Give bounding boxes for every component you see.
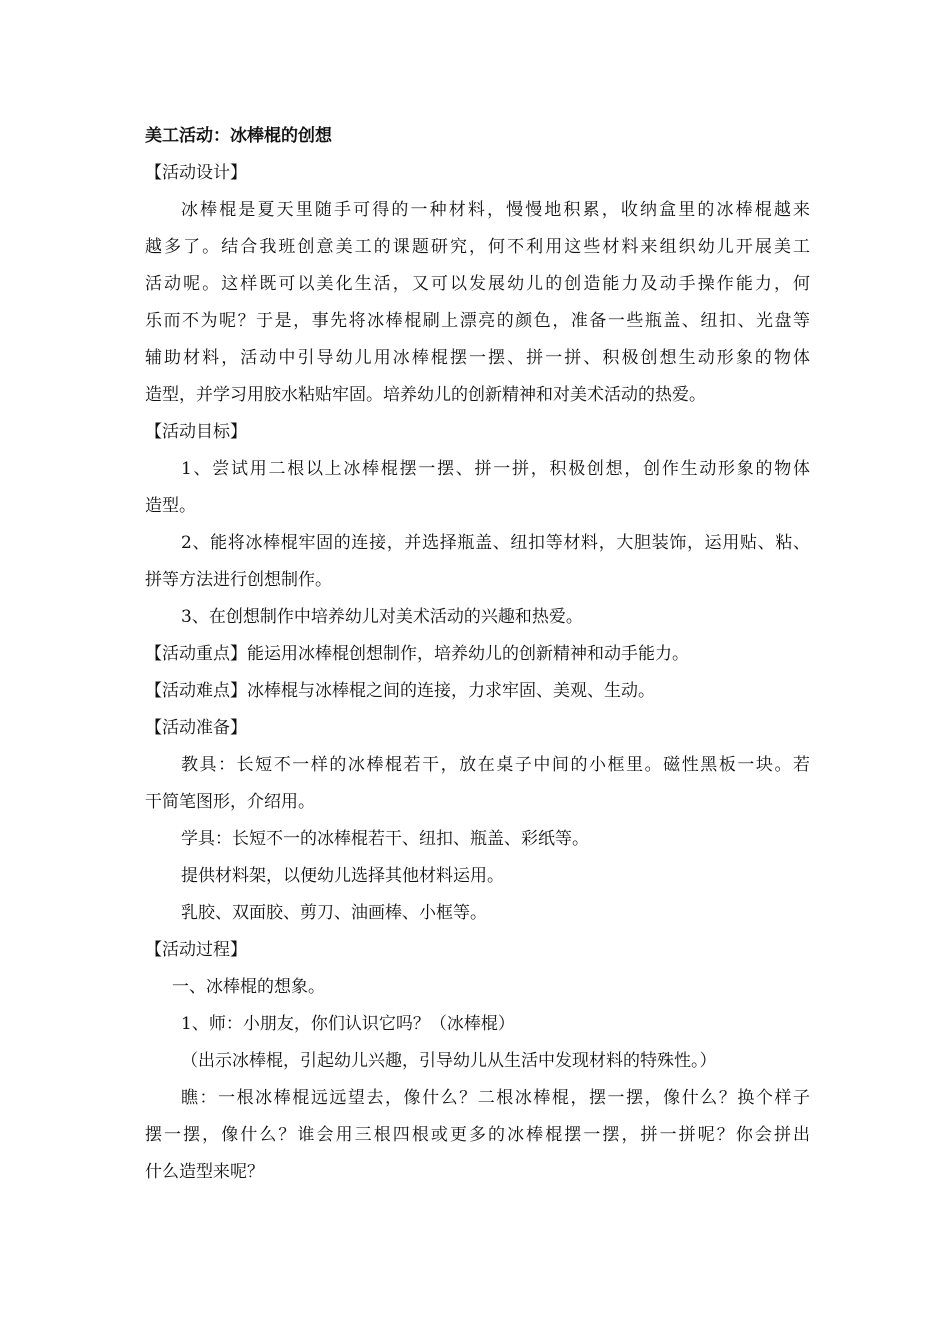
prep-tools-line: 乳胶、双面胶、剪刀、油画棒、小框等。 <box>181 903 487 923</box>
design-paragraph-line: 冰棒棍是夏天里随手可得的一种材料，慢慢地积累，收纳盒里的冰棒棍越来 <box>181 200 810 220</box>
step-1-question: 1、师：小朋友，你们认识它吗？（冰棒棍） <box>181 1014 515 1034</box>
design-paragraph-line: 造型，并学习用胶水粘贴牢固。培养幼儿的创新精神和对美术活动的热爱。 <box>145 385 706 405</box>
prep-teacher-line: 教具：长短不一样的冰棒棍若干，放在桌子中间的小框里。磁性黑板一块。若 <box>181 755 810 775</box>
design-paragraph-line: 辅助材料，活动中引导幼儿用冰棒棍摆一摆、拼一拼、积极创想生动形象的物体 <box>145 348 810 368</box>
prep-shelf-line: 提供材料架，以便幼儿选择其他材料运用。 <box>181 866 504 886</box>
document-title: 美工活动：冰棒棍的创想 <box>145 126 332 146</box>
key-point-line: 【活动重点】能运用冰棒棍创想制作，培养幼儿的创新精神和动手能力。 <box>145 644 689 664</box>
section-heading-goals: 【活动目标】 <box>145 422 247 442</box>
prep-student-line: 学具：长短不一的冰棒棍若干、纽扣、瓶盖、彩纸等。 <box>181 829 589 849</box>
goal-1-line: 造型。 <box>145 496 196 516</box>
step-1-look-line: 摆一摆，像什么？谁会用三根四根或更多的冰棒棍摆一摆，拼一拼呢？你会拼出 <box>145 1125 810 1145</box>
step-1-look-line: 什么造型来呢？ <box>145 1162 264 1182</box>
goal-2-line: 拼等方法进行创想制作。 <box>145 570 332 590</box>
goal-3-line: 3、在创想制作中培养幼儿对美术活动的兴趣和热爱。 <box>181 607 583 627</box>
document-body <box>145 118 810 1191</box>
design-paragraph-line: 活动呢。这样既可以美化生活，又可以发展幼儿的创造能力及动手操作能力，何 <box>145 274 810 294</box>
step-1-title: 一、冰棒棍的想象。 <box>172 977 325 997</box>
design-paragraph-line: 乐而不为呢？于是，事先将冰棒棍刷上漂亮的颜色，准备一些瓶盖、纽扣、光盘等 <box>145 311 810 331</box>
section-heading-process: 【活动过程】 <box>145 940 247 960</box>
section-heading-prep: 【活动准备】 <box>145 718 247 738</box>
prep-teacher-line: 干简笔图形，介绍用。 <box>145 792 315 812</box>
difficulty-line: 【活动难点】冰棒棍与冰棒棍之间的连接，力求牢固、美观、生动。 <box>145 681 655 701</box>
goal-2-line: 2、能将冰棒棍牢固的连接，并选择瓶盖、纽扣等材料，大胆装饰，运用贴、粘、 <box>181 533 810 553</box>
design-paragraph-line: 越多了。结合我班创意美工的课题研究，何不利用这些材料来组织幼儿开展美工 <box>145 237 810 257</box>
step-1-look-line: 瞧：一根冰棒棍远远望去，像什么？二根冰棒棍，摆一摆，像什么？换个样子 <box>181 1088 810 1108</box>
goal-1-line: 1、尝试用二根以上冰棒棍摆一摆、拼一拼，积极创想，创作生动形象的物体 <box>181 459 810 479</box>
step-1-note: （出示冰棒棍，引起幼儿兴趣，引导幼儿从生活中发现材料的特殊性。） <box>181 1051 717 1071</box>
section-heading-design: 【活动设计】 <box>145 163 247 183</box>
